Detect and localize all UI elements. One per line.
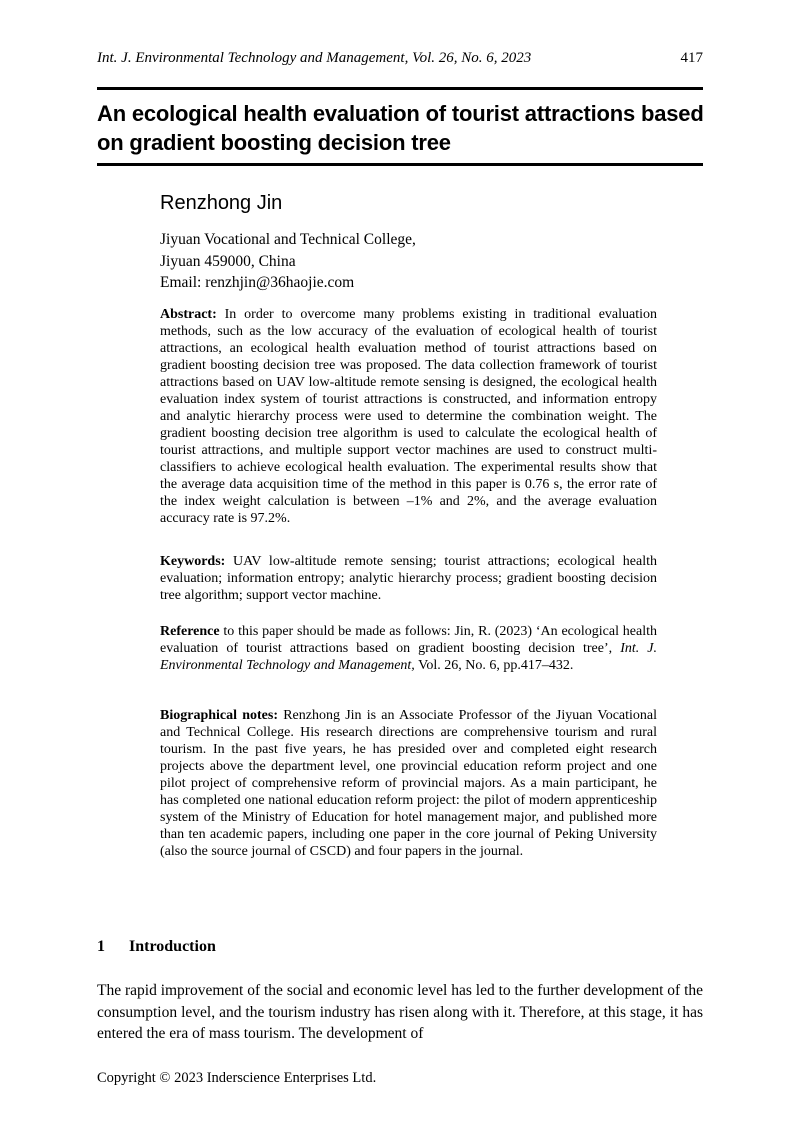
introduction-paragraph: The rapid improvement of the social and economic level has led to the further development of the consumption level, and the tourism industry has risen along with it. Therefore, at this stage, it has entered the era of mass tourism. The development of bbox=[97, 982, 704, 1042]
affiliation-line-2: Jiyuan 459000, China bbox=[160, 252, 296, 270]
running-head bbox=[97, 50, 703, 67]
reference-journal-italic: Int. J. Environmental Technology and Management, bbox=[160, 641, 658, 673]
section-heading-introduction bbox=[97, 938, 216, 956]
page-number: 417 bbox=[680, 50, 703, 66]
biographical-notes-paragraph bbox=[160, 707, 657, 860]
author-affiliation bbox=[160, 229, 416, 294]
keywords-paragraph bbox=[160, 553, 657, 604]
author-email: Email: renzhjin@36haojie.com bbox=[160, 274, 355, 291]
section-title: Introduction bbox=[129, 938, 216, 955]
abstract-text: In order to overcome many problems existing in traditional evaluation methods, such as the low accuracy of the evaluation of ecological health of tourist attractions, an ecological health evaluation method of tourist attractions based on gradient boosting decision tree was proposed. The data collection framework of tourist attractions based on UAV low-altitude remote sensing is designed, the ecological health evaluation index system of tourist attractions is constructed, and information entropy and analytic hierarchy process were used to determine the combination weight. The gradient boosting decision tree algorithm is used to calculate the ecological health of tourist attractions, and multiple support vector machines are used to construct multi-classifiers to achieve ecological health evaluation. The experimental results show that the average data acquisition time of the method in this paper is 0.76 s, the error rate of the index weight calculation is between –1% and 2%, and the average evaluation accuracy rate is 97.2%. bbox=[160, 307, 658, 526]
keywords-text: UAV low-altitude remote sensing; tourist attractions; ecological health evaluation; information entropy; analytic hierarchy process; gradient boosting decision tree algorithm; support vector machine. bbox=[160, 554, 657, 603]
copyright-notice: Copyright © 2023 Inderscience Enterprises Ltd. bbox=[97, 1070, 377, 1086]
reference-text-after: Vol. 26, No. 6, pp.417–432. bbox=[418, 658, 574, 673]
title-rule-top bbox=[97, 87, 703, 90]
keywords-label: Keywords: bbox=[160, 554, 226, 569]
author-name: Renzhong Jin bbox=[160, 192, 283, 214]
affiliation-line-1: Jiyuan Vocational and Technical College, bbox=[160, 231, 416, 248]
abstract-paragraph bbox=[160, 306, 657, 527]
section-number: 1 bbox=[97, 938, 105, 955]
journal-name: Int. J. Environmental Technology and Management, Vol. 26, No. 6, 2023 bbox=[97, 50, 532, 66]
reference-text-before: to this paper should be made as follows: Jin, R. (2023) ‘An ecological health evaluation of tourist attractions based on gradient boosting decision tree’, bbox=[160, 624, 657, 656]
article-title: An ecological health evaluation of tourist attractions based on gradient boosting decision tree bbox=[97, 101, 704, 155]
biographical-notes-label: Biographical notes: bbox=[160, 708, 278, 723]
reference-label: Reference bbox=[160, 624, 220, 639]
abstract-label: Abstract: bbox=[160, 307, 217, 322]
biographical-notes-text: Renzhong Jin is an Associate Professor of the Jiyuan Vocational and Technical College. His research directions are comprehensive tourism and rural tourism. In the past five years, he has presided over and completed eight research projects above the department level, one provincial education reform project and one pilot project of comprehensive reform of provincial majors. As a main participant, he has completed one national education reform project: the pilot of modern apprenticeship system of the Ministry of Education for hotel management major, and published more than ten academic papers, including one paper in the core journal of Peking University (also the source journal of CSCD) and four papers in the journal. bbox=[160, 708, 658, 859]
title-rule-bottom bbox=[97, 163, 703, 166]
reference-paragraph bbox=[160, 623, 657, 674]
